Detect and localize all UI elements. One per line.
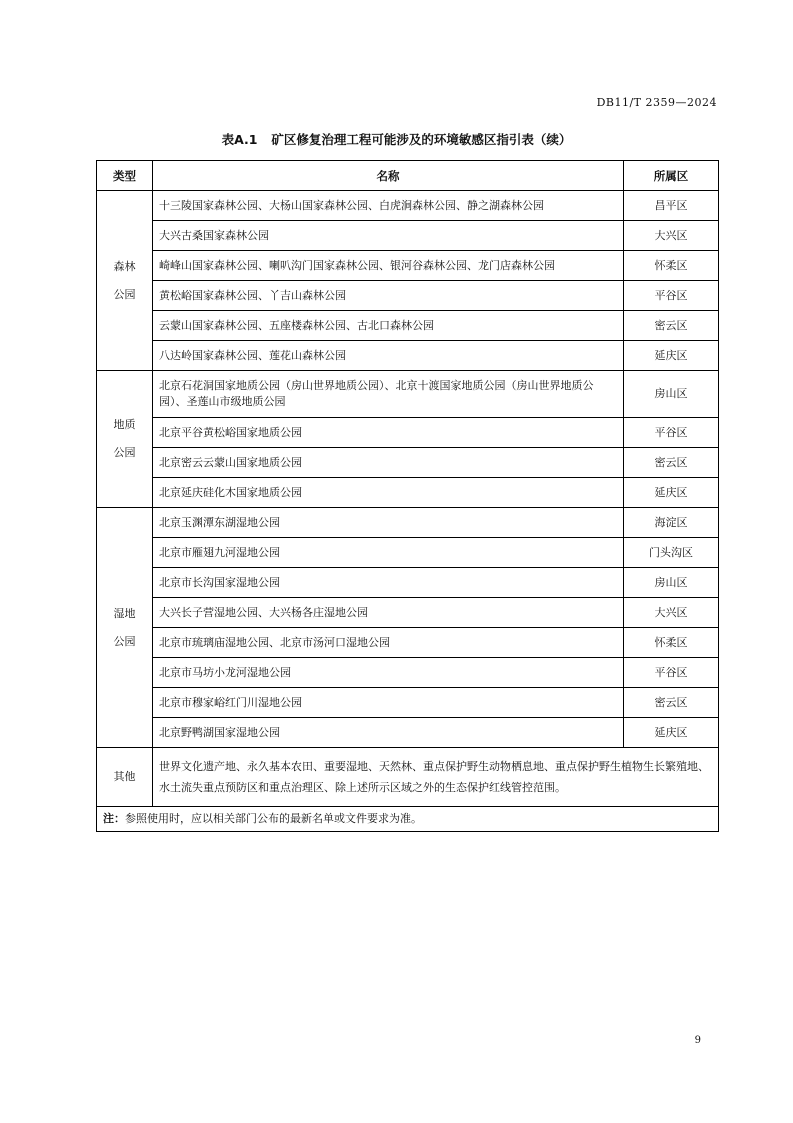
- type-line: 公园: [113, 287, 136, 301]
- district-cell: 大兴区: [624, 598, 719, 628]
- group-type-wetland: [97, 508, 153, 748]
- table-row: [97, 508, 719, 538]
- table-row: [97, 718, 719, 748]
- park-name: 八达岭国家森林公园、莲花山森林公园: [153, 341, 624, 371]
- page-number: 9: [694, 1035, 701, 1046]
- park-name: 北京市长沟国家湿地公园: [153, 568, 624, 598]
- table-row: [97, 251, 719, 281]
- header-district: 所属区: [624, 161, 719, 191]
- group-type-other: 其他: [97, 748, 153, 807]
- table-row: [97, 371, 719, 418]
- park-name: 黄松峪国家森林公园、丫吉山森林公园: [153, 281, 624, 311]
- table-row: [97, 448, 719, 478]
- table-title: [0, 130, 793, 148]
- header-name: 名称: [153, 161, 624, 191]
- table-row: [97, 628, 719, 658]
- district-cell: 延庆区: [624, 478, 719, 508]
- district-cell: 昌平区: [624, 191, 719, 221]
- district-cell: 怀柔区: [624, 251, 719, 281]
- district-cell: 平谷区: [624, 418, 719, 448]
- park-name: 北京市马坊小龙河湿地公园: [153, 658, 624, 688]
- standard-code: DB11/T 2359—2024: [596, 96, 717, 109]
- table-row: [97, 341, 719, 371]
- district-cell: 密云区: [624, 688, 719, 718]
- park-name: 云蒙山国家森林公园、五座楼森林公园、古北口森林公园: [153, 311, 624, 341]
- table-row: [97, 311, 719, 341]
- type-line: 地质: [113, 418, 136, 431]
- district-cell: 大兴区: [624, 221, 719, 251]
- district-cell: 延庆区: [624, 718, 719, 748]
- table-row-other: [97, 748, 719, 807]
- other-areas-text: 世界文化遗产地、永久基本农田、重要湿地、天然林、重点保护野生动物栖息地、重点保护野生植物生长繁殖地、水土流失重点预防区和重点治理区、除上述所示区域之外的生态保护红线管控范围。: [153, 748, 719, 807]
- district-cell: 密云区: [624, 448, 719, 478]
- park-name: 十三陵国家森林公园、大杨山国家森林公园、白虎涧森林公园、静之湖森林公园: [153, 191, 624, 221]
- park-name: 大兴古桑国家森林公园: [153, 221, 624, 251]
- note-label: 注：: [103, 812, 125, 825]
- district-cell: 怀柔区: [624, 628, 719, 658]
- table-row-note: [97, 807, 719, 832]
- group-type-geological: [97, 371, 153, 508]
- park-name: 北京市雁翅九河湿地公园: [153, 538, 624, 568]
- type-line: 湿地: [113, 606, 136, 620]
- table-row: [97, 598, 719, 628]
- district-cell: 延庆区: [624, 341, 719, 371]
- park-name: 北京平谷黄松峪国家地质公园: [153, 418, 624, 448]
- park-name: 北京市穆家峪红门川湿地公园: [153, 688, 624, 718]
- table-row: [97, 568, 719, 598]
- table-header-row: [97, 161, 719, 191]
- table-row: [97, 418, 719, 448]
- park-name: 崎峰山国家森林公园、喇叭沟门国家森林公园、银河谷森林公园、龙门店森林公园: [153, 251, 624, 281]
- district-cell: 平谷区: [624, 658, 719, 688]
- sensitive-area-table: [96, 160, 719, 832]
- header-type: 类型: [97, 161, 153, 191]
- district-cell: 房山区: [624, 371, 719, 418]
- table-row: [97, 221, 719, 251]
- table-row: [97, 281, 719, 311]
- district-cell: 房山区: [624, 568, 719, 598]
- type-line: 森林: [113, 259, 136, 273]
- table-row: [97, 538, 719, 568]
- table-row: [97, 191, 719, 221]
- park-name: 北京延庆硅化木国家地质公园: [153, 478, 624, 508]
- type-line: 公园: [113, 446, 136, 459]
- park-name: 北京野鸭湖国家湿地公园: [153, 718, 624, 748]
- park-name: 北京密云云蒙山国家地质公园: [153, 448, 624, 478]
- park-name: 大兴长子营湿地公园、大兴杨各庄湿地公园: [153, 598, 624, 628]
- note-text: 参照使用时，应以相关部门公布的最新名单或文件要求为准。: [125, 812, 422, 825]
- park-name: 北京玉渊潭东湖湿地公园: [153, 508, 624, 538]
- district-cell: 海淀区: [624, 508, 719, 538]
- district-cell: 密云区: [624, 311, 719, 341]
- park-name: 北京市琉璃庙湿地公园、北京市汤河口湿地公园: [153, 628, 624, 658]
- group-type-forest: [97, 191, 153, 371]
- district-cell: 平谷区: [624, 281, 719, 311]
- type-line: 公园: [113, 634, 136, 648]
- park-name: 北京石花洞国家地质公园（房山世界地质公园）、北京十渡国家地质公园（房山世界地质公园）、圣莲山市级地质公园: [153, 371, 624, 418]
- table-name: 矿区修复治理工程可能涉及的环境敏感区指引表（续）: [271, 132, 572, 147]
- district-cell: 门头沟区: [624, 538, 719, 568]
- table-row: [97, 688, 719, 718]
- table-number: 表A.1: [221, 132, 258, 147]
- table-row: [97, 478, 719, 508]
- table-row: [97, 658, 719, 688]
- table-note: [97, 807, 719, 832]
